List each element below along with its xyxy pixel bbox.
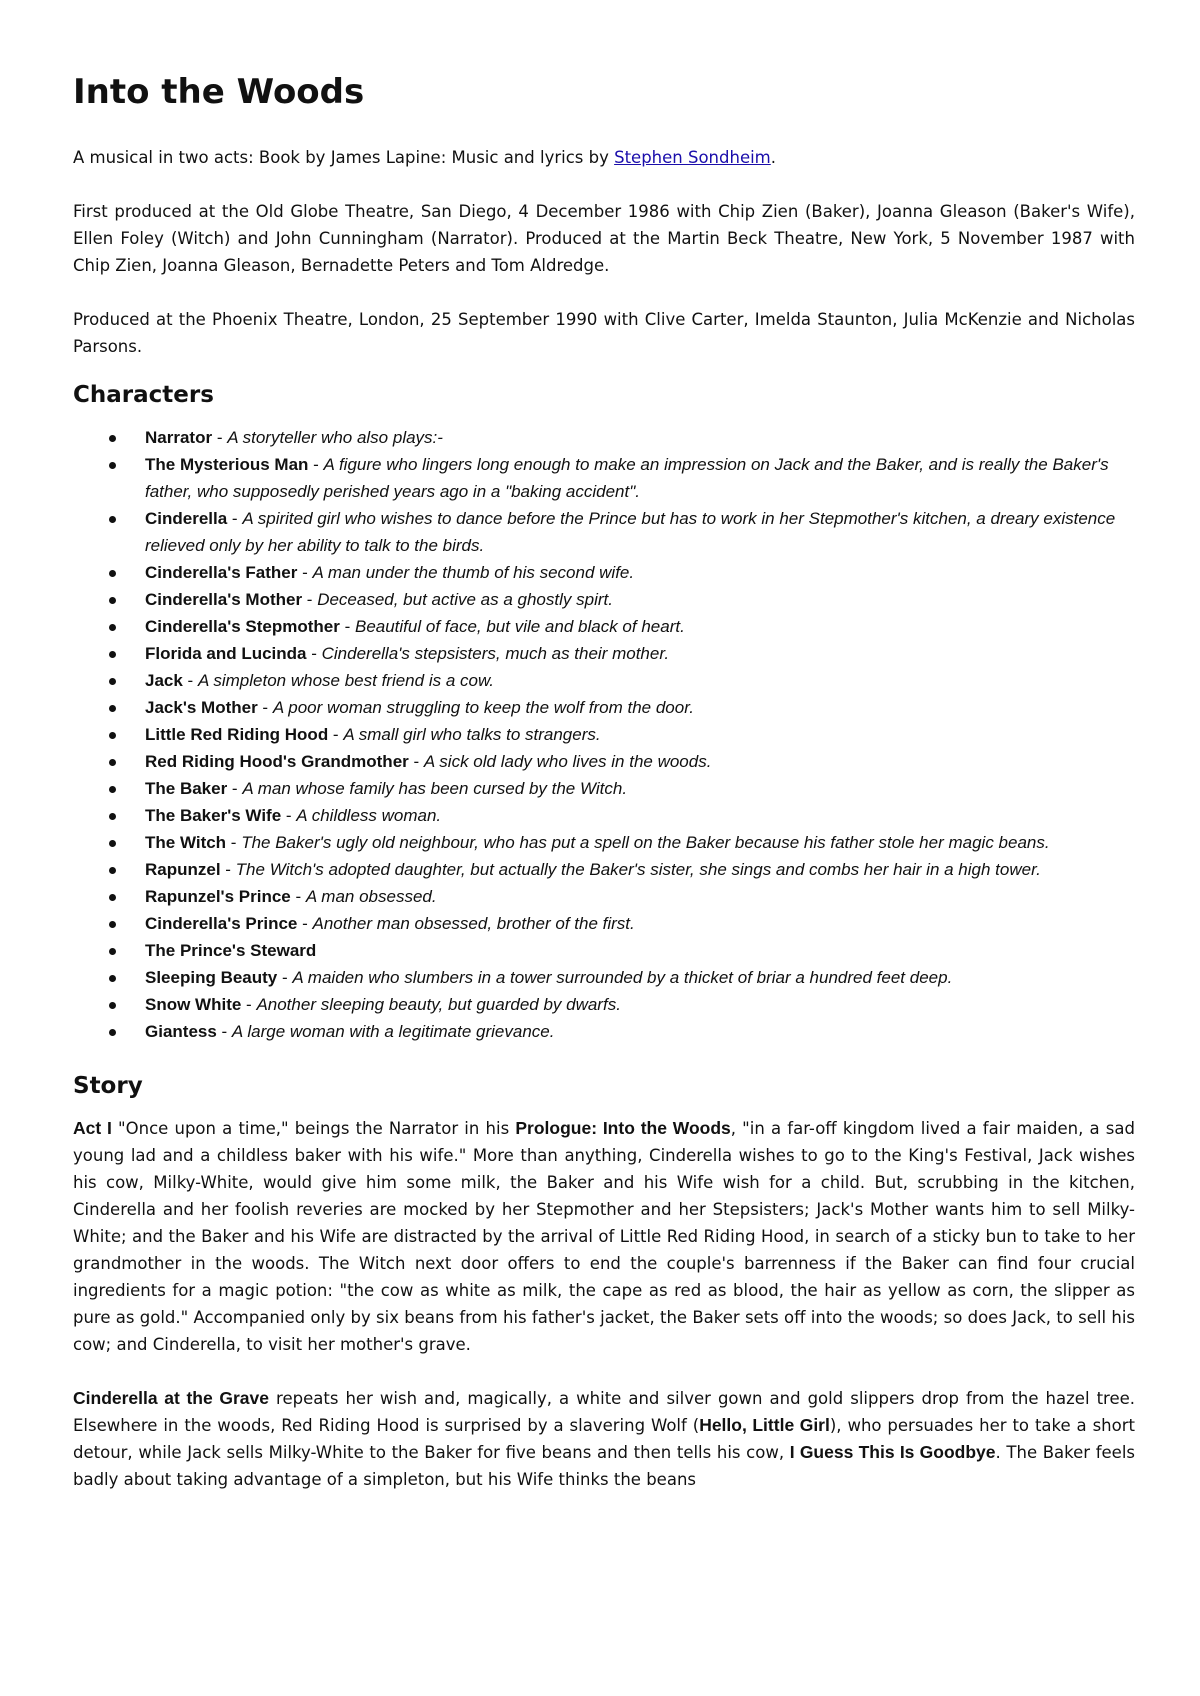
character-item bbox=[145, 910, 1135, 937]
separator: - bbox=[297, 914, 313, 933]
act-label: Act I bbox=[73, 1118, 112, 1138]
character-item bbox=[145, 802, 1135, 829]
bullet-icon bbox=[109, 786, 116, 793]
characters-heading: Characters bbox=[73, 382, 214, 408]
character-item bbox=[145, 505, 1135, 559]
character-description: Deceased, but active as a ghostly spirt. bbox=[317, 590, 613, 609]
character-description: Beautiful of face, but vile and black of heart. bbox=[354, 617, 685, 636]
character-name: Cinderella's Stepmother bbox=[145, 617, 340, 636]
character-item bbox=[145, 883, 1135, 910]
character-name: Giantess bbox=[145, 1022, 217, 1041]
character-description: A maiden who slumbers in a tower surrounded by a thicket of briar a hundred feet deep. bbox=[292, 968, 953, 987]
character-description: The Baker's ugly old neighbour, who has put a spell on the Baker because his father stole her magic beans. bbox=[241, 833, 1050, 852]
character-item bbox=[145, 613, 1135, 640]
bullet-icon bbox=[109, 759, 116, 766]
character-name: Rapunzel bbox=[145, 860, 221, 879]
character-name: The Witch bbox=[145, 833, 227, 852]
character-name: Sleeping Beauty bbox=[145, 968, 278, 987]
separator: - bbox=[257, 698, 273, 717]
bullet-icon bbox=[109, 867, 116, 874]
separator: - bbox=[328, 725, 344, 744]
character-name: Jack bbox=[145, 671, 183, 690]
story-paragraph bbox=[73, 1115, 1135, 1358]
separator: - bbox=[227, 779, 243, 798]
character-item bbox=[145, 451, 1135, 505]
character-name: Cinderella bbox=[145, 509, 228, 528]
document-page bbox=[73, 70, 1135, 1520]
character-item bbox=[145, 937, 1135, 964]
story-text: ), who persuades her to take a short detour, while Jack sells Milky-White to the Baker for five beans and then tells his cow, bbox=[73, 1416, 1135, 1462]
intro-paragraph bbox=[73, 144, 1135, 171]
separator: - bbox=[302, 590, 318, 609]
character-item bbox=[145, 424, 1135, 451]
bullet-icon bbox=[109, 570, 116, 577]
page-title: Into the Woods bbox=[73, 72, 365, 112]
bullet-icon bbox=[109, 840, 116, 847]
bullet-icon bbox=[109, 624, 116, 631]
separator: - bbox=[306, 644, 322, 663]
song-title: I Guess This Is Goodbye bbox=[789, 1442, 996, 1462]
bullet-icon bbox=[109, 1002, 116, 1009]
character-item bbox=[145, 694, 1135, 721]
character-name: Narrator bbox=[145, 428, 213, 447]
character-item bbox=[145, 964, 1135, 991]
character-name: Cinderella's Prince bbox=[145, 914, 298, 933]
separator: - bbox=[408, 752, 424, 771]
character-description: A storyteller who also plays:- bbox=[227, 428, 443, 447]
character-description: A small girl who talks to strangers. bbox=[343, 725, 601, 744]
character-description: A spirited girl who wishes to dance before the Prince but has to work in her Stepmother's kitchen, a dreary existence relieved only by her ability to talk to the birds. bbox=[145, 509, 1116, 555]
sondheim-link[interactable]: Stephen Sondheim bbox=[614, 148, 771, 167]
bullet-icon bbox=[109, 948, 116, 955]
bullet-icon bbox=[109, 516, 116, 523]
character-item bbox=[145, 748, 1135, 775]
story-text: "Once upon a time," beings the Narrator in his bbox=[111, 1119, 516, 1138]
story-heading: Story bbox=[73, 1073, 143, 1099]
separator: - bbox=[182, 671, 198, 690]
separator: - bbox=[308, 455, 324, 474]
character-name: The Baker's Wife bbox=[145, 806, 282, 825]
bullet-icon bbox=[109, 975, 116, 982]
bullet-icon bbox=[109, 1029, 116, 1036]
separator: - bbox=[241, 995, 257, 1014]
character-item bbox=[145, 667, 1135, 694]
character-description: The Witch's adopted daughter, but actually the Baker's sister, she sings and combs her hair in a high tower. bbox=[235, 860, 1041, 879]
bullet-icon bbox=[109, 921, 116, 928]
production-paragraph: Produced at the Phoenix Theatre, London, 25 September 1990 with Clive Carter, Imelda Staunton, Julia McKenzie and Nicholas Parsons. bbox=[73, 310, 1135, 356]
character-name: Little Red Riding Hood bbox=[145, 725, 329, 744]
character-description: A simpleton whose best friend is a cow. bbox=[197, 671, 495, 690]
separator: - bbox=[339, 617, 355, 636]
character-description: A large woman with a legitimate grievance. bbox=[231, 1022, 555, 1041]
character-description: Another man obsessed, brother of the first. bbox=[312, 914, 635, 933]
story-paragraph bbox=[73, 1385, 1135, 1493]
separator: - bbox=[281, 806, 297, 825]
character-name: The Prince's Steward bbox=[145, 941, 317, 960]
character-description: A figure who lingers long enough to make an impression on Jack and the Baker, and is really the Baker's father, who supposedly perished years ago in a "baking accident". bbox=[145, 455, 1109, 501]
character-description: A sick old lady who lives in the woods. bbox=[423, 752, 712, 771]
separator: - bbox=[220, 860, 236, 879]
separator: - bbox=[290, 887, 306, 906]
intro-suffix: . bbox=[770, 148, 777, 167]
character-name: Cinderella's Father bbox=[145, 563, 298, 582]
song-title: Prologue: Into the Woods bbox=[515, 1118, 731, 1138]
song-title: Hello, Little Girl bbox=[699, 1415, 830, 1435]
bullet-icon bbox=[109, 462, 116, 469]
production-paragraph: First produced at the Old Globe Theatre, San Diego, 4 December 1986 with Chip Zien (Baker), Joanna Gleason (Baker's Wife), Ellen Foley (Witch) and John Cunningham (Narrator). Produced at the Martin Beck Theatre, New York, 5 November 1987 with Chip Zien, Joanna Gleason, Bernadette Peters and Tom Aldredge. bbox=[73, 202, 1135, 275]
bullet-icon bbox=[109, 651, 116, 658]
character-description: Another sleeping beauty, but guarded by dwarfs. bbox=[256, 995, 621, 1014]
story-text: , "in a far-off kingdom lived a fair maiden, a sad young lad and a childless baker with his wife." More than anything, Cinderella wishes to go to the King's Festival, Jack wishes his cow, Milky-White, would give him some milk, the Baker and his Wife wish for a child. But, scrubbing in the kitchen, Cinderella and her foolish reveries are mocked by her Stepmother and her Stepsisters; Jack's Mother wants him to sell Milky-White; and the Baker and his Wife are distracted by the arrival of Little Red Riding Hood, in search of a sticky bun to take to her grandmother in the woods. The Witch next door offers to end the couple's barrenness if the Baker can find four crucial ingredients for a magic potion: "the cow as white as milk, the cape as red as blood, the hair as yellow as corn, the slipper as pure as gold." Accompanied only by six beans from his father's jacket, the Baker sets off into the woods; so does Jack, to sell his cow; and Cinderella, to visit her mother's grave. bbox=[73, 1119, 1135, 1354]
character-description: A childless woman. bbox=[296, 806, 442, 825]
separator: - bbox=[277, 968, 293, 987]
character-item bbox=[145, 559, 1135, 586]
separator: - bbox=[212, 428, 228, 447]
story-text: . The Baker feels badly about taking advantage of a simpleton, but his Wife thinks the beans bbox=[73, 1443, 1135, 1489]
character-item bbox=[145, 775, 1135, 802]
separator: - bbox=[297, 563, 313, 582]
character-name: Jack's Mother bbox=[145, 698, 258, 717]
character-description: Cinderella's stepsisters, much as their mother. bbox=[321, 644, 670, 663]
character-name: Snow White bbox=[145, 995, 242, 1014]
character-name: Cinderella's Mother bbox=[145, 590, 303, 609]
character-item bbox=[145, 640, 1135, 667]
character-item bbox=[145, 721, 1135, 748]
separator: - bbox=[227, 509, 243, 528]
bullet-icon bbox=[109, 894, 116, 901]
character-name: The Mysterious Man bbox=[145, 455, 309, 474]
character-item bbox=[145, 1018, 1135, 1045]
bullet-icon bbox=[109, 597, 116, 604]
song-title: Cinderella at the Grave bbox=[73, 1388, 270, 1408]
character-name: Red Riding Hood's Grandmother bbox=[145, 752, 409, 771]
character-name: The Baker bbox=[145, 779, 228, 798]
bullet-icon bbox=[109, 813, 116, 820]
character-description: A man under the thumb of his second wife. bbox=[312, 563, 635, 582]
character-name: Rapunzel's Prince bbox=[145, 887, 291, 906]
character-description: A man obsessed. bbox=[305, 887, 437, 906]
story-text: repeats her wish and, magically, a white and silver gown and gold slippers drop from the hazel tree. Elsewhere in the woods, Red Riding Hood is surprised by a slavering Wolf ( bbox=[73, 1389, 1136, 1435]
bullet-icon bbox=[109, 705, 116, 712]
character-name: Florida and Lucinda bbox=[145, 644, 307, 663]
separator: - bbox=[216, 1022, 232, 1041]
bullet-icon bbox=[109, 435, 116, 442]
character-item bbox=[145, 991, 1135, 1018]
character-item bbox=[145, 856, 1135, 883]
character-item bbox=[145, 829, 1135, 856]
character-description: A poor woman struggling to keep the wolf from the door. bbox=[272, 698, 694, 717]
bullet-icon bbox=[109, 732, 116, 739]
character-description: A man whose family has been cursed by the Witch. bbox=[242, 779, 628, 798]
bullet-icon bbox=[109, 678, 116, 685]
character-item bbox=[145, 586, 1135, 613]
separator: - bbox=[226, 833, 242, 852]
intro-prefix: A musical in two acts: Book by James Lapine: Music and lyrics by bbox=[73, 148, 615, 167]
characters-list bbox=[73, 424, 1135, 1045]
